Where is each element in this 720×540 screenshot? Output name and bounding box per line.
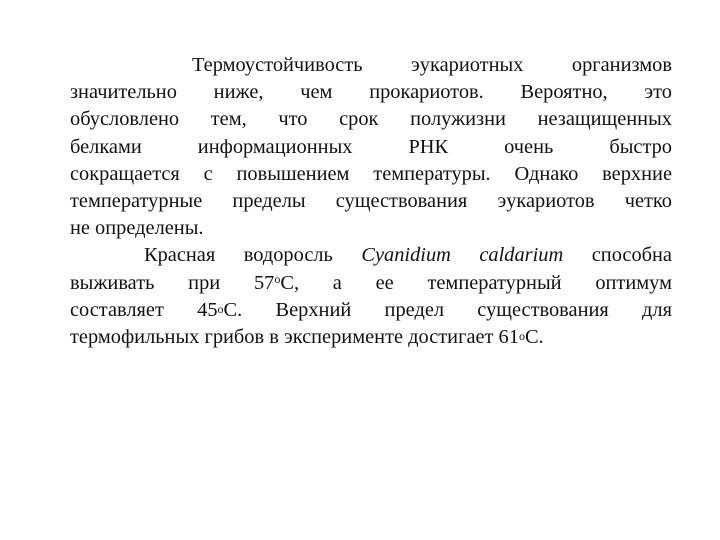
paragraph2-line xyxy=(70,297,672,324)
paragraph1-line: температурные пределы существования эукариотов четко xyxy=(70,190,672,213)
species-name: Cyanidium caldarium xyxy=(361,244,564,267)
paragraph1-line: белками информационных РНК очень быстро xyxy=(70,135,672,158)
paragraph1-line: сокращается с повышением температуры. Однако верхние xyxy=(70,162,672,185)
body-text xyxy=(70,52,672,351)
text-segment: термофильных грибов в эксперименте достигает 61 xyxy=(70,326,519,349)
text-segment: способна xyxy=(563,244,672,267)
paragraph1-line: значительно ниже, чем прокариотов. Вероятно, это xyxy=(70,81,672,104)
paragraph1-line: Термоустойчивость эукариотных организмов xyxy=(192,54,672,76)
text-segment: выживать при 57 xyxy=(70,271,275,294)
degree-mark: о xyxy=(217,301,224,316)
paragraph2-line xyxy=(70,324,672,351)
text-segment: Красная водоросль xyxy=(144,244,362,267)
text-segment: С. Верхний предел существования для xyxy=(223,298,672,321)
paragraph1-line: обусловлено тем, что срок полужизни незащищенных xyxy=(70,108,672,131)
paragraph2-line xyxy=(70,242,672,269)
paragraph1-line: не определены. xyxy=(70,217,204,240)
degree-mark: о xyxy=(274,271,281,286)
text-segment: С. xyxy=(524,326,544,349)
text-segment: С, а ее температурный оптимум xyxy=(280,271,672,294)
text-segment: составляет 45 xyxy=(70,298,218,321)
paragraph2-line xyxy=(70,270,672,297)
degree-mark: о xyxy=(518,329,525,344)
